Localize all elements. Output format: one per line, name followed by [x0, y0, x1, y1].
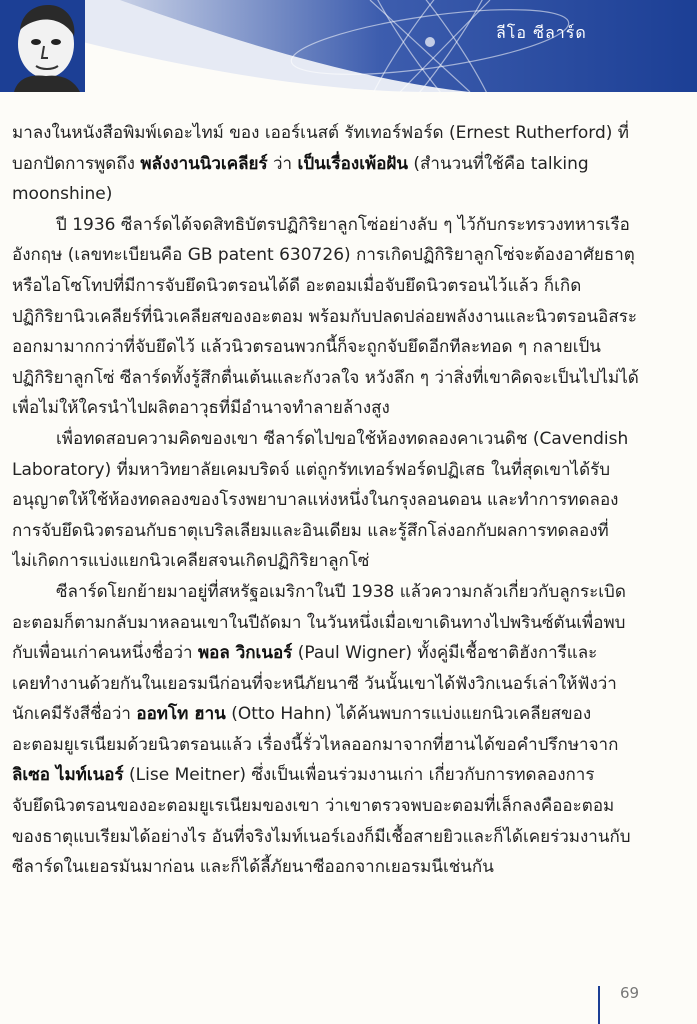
text-line: [12, 424, 686, 455]
text-line: [12, 546, 686, 577]
text-line: [12, 577, 686, 608]
text-run: อะตอมก็ตามกลับมาหลอนเขาในปีถัดมา ในวันหนึ่งเมื่อเขาเดินทางไปพรินซ์ตันเพื่อพบ: [12, 612, 626, 633]
text-line: [12, 240, 686, 271]
bold-term: พอล วิกเนอร์: [197, 643, 293, 664]
text-run: ออกมามากกว่าที่จับยึดไว้ แล้วนิวตรอนพวกนี้ก็จะถูกจับยึดอีกทีละทอด ๆ กลายเป็น: [12, 337, 601, 358]
text-run: (Otto Hahn) ได้ค้นพบการแบ่งแยกนิวเคลียสของ: [225, 704, 592, 725]
text-line: [12, 118, 686, 149]
footer-rule: [598, 986, 600, 1024]
text-run: ของธาตุแบเรียมได้อย่างไร อันที่จริงไมท์เนอร์เองก็มีเชื้อสายยิวและก็ได้เคยร่วมงานกับ: [12, 826, 631, 847]
text-run: หรือไอโซโทปที่มีการจับยึดนิวตรอนได้ดี อะตอมเมื่อจับยึดนิวตรอนไว้แล้ว ก็เกิด: [12, 275, 582, 296]
text-line: [12, 210, 686, 241]
text-line: [12, 332, 686, 363]
paragraph: [12, 577, 686, 883]
text-line: [12, 852, 686, 883]
text-run: อังกฤษ (เลขทะเบียนคือ GB patent 630726) การเกิดปฏิกิริยาลูกโซ่จะต้องอาศัยธาตุ: [12, 245, 635, 266]
text-run: อะตอมยูเรเนียมด้วยนิวตรอนแล้ว เรื่องนี้รั่วไหลออกมาจากที่ฮานได้ขอคำปรึกษาจาก: [12, 734, 619, 755]
text-run: moonshine): [12, 184, 113, 205]
text-line: [12, 149, 686, 180]
text-run: ซีลาร์ดในเยอรมันมาก่อน และก็ได้ลี้ภัยนาซีออกจากเยอรมนีเช่นกัน: [12, 857, 494, 878]
page-header-band: [0, 0, 697, 92]
portrait-illustration: [0, 0, 85, 92]
text-line: [12, 516, 686, 547]
text-line: [12, 485, 686, 516]
text-run: ไม่เกิดการแบ่งแยกนิวเคลียสจนเกิดปฏิกิริยาลูกโซ่: [12, 551, 370, 572]
text-run: จับยึดนิวตรอนของอะตอมยูเรเนียมของเขา ว่าเขาตรวจพบอะตอมที่เล็กลงคืออะตอม: [12, 796, 615, 817]
text-line: [12, 393, 686, 424]
text-line: [12, 179, 686, 210]
text-line: [12, 302, 686, 333]
text-run: เพื่อทดสอบความคิดของเขา ซีลาร์ดไปขอใช้ห้องทดลองคาเวนดิช (Cavendish: [56, 428, 629, 449]
text-run: บอกปัดการพูดถึง: [12, 153, 141, 174]
text-run: อนุญาตให้ใช้ห้องทดลองของโรงพยาบาลแห่งหนึ่งในกรุงลอนดอน และทำการทดลอง: [12, 490, 619, 511]
paragraph: [12, 118, 686, 210]
text-run: นักเคมีรังสีชื่อว่า: [12, 704, 137, 725]
bold-term: เป็นเรื่องเพ้อฝัน: [297, 153, 408, 174]
text-run: เพื่อไม่ให้ใครนำไปผลิตอาวุธที่มีอำนาจทำลายล้างสูง: [12, 398, 390, 419]
article-body: [12, 118, 686, 883]
text-run: ปฏิกิริยานิวเคลียร์ที่นิวเคลียสของอะตอม พร้อมกับปลดปล่อยพลังงานและนิวตรอนอิสระ: [12, 306, 638, 327]
text-line: [12, 730, 686, 761]
text-run: มาลงในหนังสือพิมพ์เดอะไทม์ ของ เออร์เนสต์ รัทเทอร์ฟอร์ด (Ernest Rutherford) ที่: [12, 123, 629, 143]
text-line: [12, 455, 686, 486]
text-line: [12, 638, 686, 669]
text-run: ปี 1936 ซีลาร์ดได้จดสิทธิบัตรปฏิกิริยาลูกโซ่อย่างลับ ๆ ไว้กับกระทรวงทหารเรือ: [56, 214, 630, 235]
text-line: [12, 669, 686, 700]
text-line: [12, 363, 686, 394]
text-run: Laboratory) ที่มหาวิทยาลัยเคมบริดจ์ แต่ถูกรัทเทอร์ฟอร์ดปฏิเสธ ในที่สุดเขาได้รับ: [12, 459, 611, 480]
text-line: [12, 608, 686, 639]
text-run: ว่า: [267, 153, 298, 174]
page-number: 69: [620, 984, 640, 1002]
text-run: เคยทำงานด้วยกันในเยอรมนีก่อนที่จะหนีภัยนาซี วันนั้นเขาได้ฟังวิกเนอร์เล่าให้ฟังว่า: [12, 673, 617, 694]
text-line: [12, 760, 686, 791]
text-line: [12, 271, 686, 302]
bold-term: ลิเซอ ไมท์เนอร์: [12, 765, 124, 786]
text-run: ปฏิกิริยาลูกโซ่ ซีลาร์ดทั้งรู้สึกตื่นเต้นและกังวลใจ หวังลึก ๆ ว่าสิ่งที่เขาคิดจะเป็นไปไม่ได้: [12, 367, 639, 388]
text-line: [12, 822, 686, 853]
text-run: (Lise Meitner) ซึ่งเป็นเพื่อนร่วมงานเก่า เกี่ยวกับการทดลองการ: [123, 765, 595, 786]
text-run: (สำนวนที่ใช้คือ talking: [408, 153, 589, 174]
header-title: ลีโอ ซีลาร์ด: [496, 23, 587, 42]
text-line: [12, 699, 686, 730]
paragraph: [12, 210, 686, 424]
header-atom-graphic: [0, 0, 697, 92]
text-run: กับเพื่อนเก่าคนหนึ่งชื่อว่า: [12, 643, 198, 664]
paragraph: [12, 424, 686, 577]
bold-term: ออทโท ฮาน: [136, 704, 226, 725]
text-run: การจับยึดนิวตรอนกับธาตุเบริลเลียมและอินเดียม และรู้สึกโล่งอกกับผลการทดลองที่: [12, 520, 609, 541]
text-run: ซีลาร์ดโยกย้ายมาอยู่ที่สหรัฐอเมริกาในปี 1938 แล้วความกลัวเกี่ยวกับลูกระเบิด: [56, 581, 626, 602]
text-line: [12, 791, 686, 822]
text-run: (Paul Wigner) ทั้งคู่มีเชื้อชาติฮังการีและ: [292, 643, 598, 664]
bold-term: พลังงานนิวเคลียร์: [140, 153, 268, 174]
